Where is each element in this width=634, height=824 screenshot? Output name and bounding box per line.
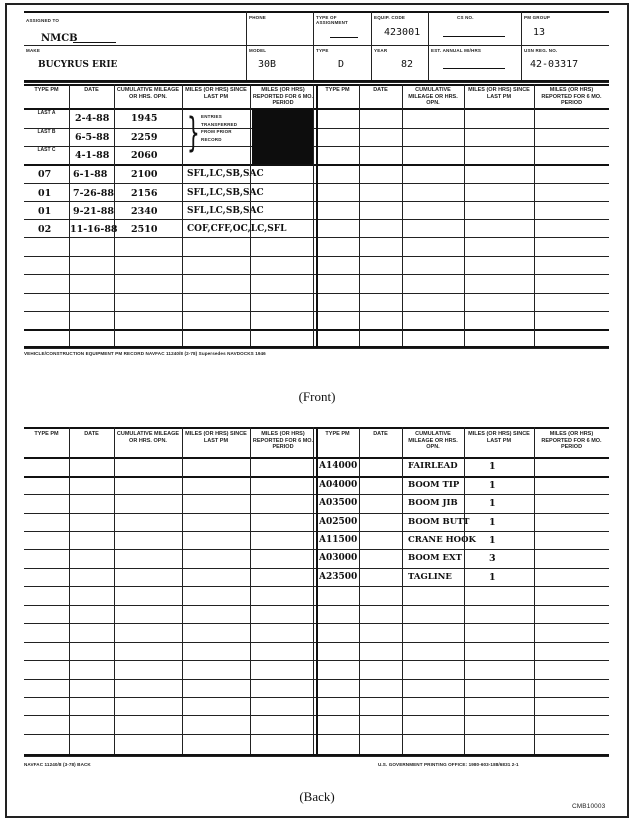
type-label: TYPE	[316, 48, 329, 53]
model-value: 30B	[258, 59, 277, 70]
usn-reg-no-value: 42-03317	[530, 59, 579, 70]
row-item: BOOM EXT	[408, 553, 462, 563]
row-item: BOOM TIP	[408, 480, 460, 490]
back-footer-right: U.S. GOVERNMENT PRINTING OFFICE: 1980-603-188/6831 2-1	[378, 762, 519, 767]
row-since-last-pm: COF,CFF,OC,LC,SFL	[187, 224, 287, 234]
prior-record-note: ENTRIES TRANSFERRED FROM PRIOR RECORD	[201, 114, 238, 142]
back-col-header-4: MILES (OR HRS) REPORTED FOR 6 MO. PERIOD	[252, 431, 314, 450]
back-caption: (Back)	[299, 789, 335, 804]
back-col-header-3: MILES (OR HRS) SINCE LAST PM	[185, 431, 247, 444]
row-cumulative: 2510	[131, 224, 158, 235]
usn-reg-no-label: USN REG. NO.	[524, 48, 558, 53]
row-type: A03000	[319, 553, 358, 563]
equip-code-label: EQUIP. CODE	[374, 15, 406, 20]
front-col-header-5: TYPE PM	[325, 87, 350, 93]
row-since-last-pm: SFL,LC,SB,SAC	[187, 169, 264, 179]
model-label: MODEL	[249, 48, 267, 53]
equip-code-value: 423001	[384, 27, 421, 38]
row-type: A11500	[319, 535, 358, 545]
row-date: 9-21-88	[73, 206, 114, 217]
back-footer-left: NAVFAC 11240/8 (3-78) BACK	[24, 762, 91, 767]
prior-date: 2-4-88	[75, 113, 110, 124]
front-col-header-1: DATE	[84, 87, 99, 93]
back-col-header-6: DATE	[373, 431, 388, 437]
make-label: MAKE	[26, 48, 41, 53]
prior-cumulative: 2060	[131, 150, 158, 161]
est-annual-label: EST. ANNUAL MI/HRS	[431, 48, 482, 53]
brace-icon: }	[187, 110, 200, 156]
make-value: BUCYRUS ERIE	[38, 60, 118, 70]
row-since-last-pm: 1	[489, 498, 496, 509]
row-since-last-pm: 1	[489, 480, 496, 491]
type-of-assignment-label: TYPE OF ASSIGNMENT	[316, 15, 349, 25]
prior-type: LAST C	[37, 147, 56, 153]
row-since-last-pm: 3	[489, 553, 496, 564]
row-since-last-pm: 1	[489, 517, 496, 528]
front-col-header-8: MILES (OR HRS) SINCE LAST PM	[468, 87, 530, 100]
row-cumulative: 2156	[131, 188, 158, 199]
back-col-header-1: DATE	[84, 431, 99, 437]
pm-group-label: PM GROUP	[524, 15, 551, 20]
pm-group-value: 13	[533, 27, 546, 38]
row-date: 7-26-88	[73, 188, 114, 199]
cs-no-label: CS NO.	[457, 15, 474, 20]
prior-date: 6-5-88	[75, 132, 110, 143]
front-col-header-2: CUMULATIVE MILEAGE OR HRS. OPN.	[116, 87, 180, 100]
phone-label: PHONE	[249, 15, 267, 20]
row-type: A03500	[319, 498, 358, 508]
row-type: 07	[38, 169, 52, 180]
shaded-block	[252, 109, 313, 164]
back-col-header-9: MILES (OR HRS) REPORTED FOR 6 MO. PERIOD	[541, 431, 602, 450]
type-value: D	[338, 59, 345, 70]
row-date: 6-1-88	[73, 169, 108, 180]
back-col-header-7: CUMULATIVE MILEAGE OR HRS. OPN.	[408, 431, 458, 450]
row-type: A04000	[319, 480, 358, 490]
front-col-header-7: CUMULATIVE MILEAGE OR HRS. OPN.	[408, 87, 458, 106]
row-type: 01	[38, 188, 52, 199]
row-type: A02500	[319, 517, 358, 527]
back-col-header-0: TYPE PM	[34, 431, 59, 437]
row-type: 01	[38, 206, 52, 217]
front-col-header-0: TYPE PM	[34, 87, 59, 93]
front-col-header-9: MILES (OR HRS) REPORTED FOR 6 MO. PERIOD	[541, 87, 602, 106]
row-item: BOOM JIB	[408, 498, 458, 508]
prior-cumulative: 2259	[131, 132, 158, 143]
front-footer: VEHICLE/CONSTRUCTION EQUIPMENT PM RECORD NAVFAC 11240/8 (2-78) Supersedes NAVDOCKS 1946	[24, 351, 266, 356]
prior-date: 4-1-88	[75, 150, 110, 161]
year-label: YEAR	[374, 48, 388, 53]
row-since-last-pm: 1	[489, 572, 496, 583]
front-caption: (Front)	[298, 389, 336, 404]
row-cumulative: 2340	[131, 206, 158, 217]
row-since-last-pm: 1	[489, 535, 496, 546]
back-col-header-2: CUMULATIVE MILEAGE OR HRS. OPN.	[116, 431, 180, 444]
figure-id: CMB10003	[572, 803, 606, 810]
row-date: 11-16-88	[70, 224, 118, 235]
row-type: A14000	[319, 461, 358, 471]
row-item: BOOM BUTT	[408, 517, 470, 527]
row-since-last-pm: 1	[489, 461, 496, 472]
back-col-header-5: TYPE PM	[325, 431, 350, 437]
row-type: 02	[38, 224, 52, 235]
year-value: 82	[401, 59, 414, 70]
assigned-to-value: NMCB	[41, 33, 78, 44]
prior-cumulative: 1945	[131, 113, 158, 124]
front-col-header-4: MILES (OR HRS) REPORTED FOR 6 MO. PERIOD	[252, 87, 314, 106]
prior-type: LAST B	[37, 129, 56, 135]
row-cumulative: 2100	[131, 169, 158, 180]
front-col-header-6: DATE	[373, 87, 388, 93]
row-type: A23500	[319, 572, 358, 582]
row-item: FAIRLEAD	[408, 461, 458, 471]
front-col-header-3: MILES (OR HRS) SINCE LAST PM	[185, 87, 247, 100]
row-item: TAGLINE	[408, 572, 452, 582]
row-since-last-pm: SFL,LC,SB,SAC	[187, 188, 264, 198]
assigned-to-label: ASSIGNED TO	[26, 18, 60, 23]
prior-type: LAST A	[37, 110, 56, 116]
row-since-last-pm: SFL,LC,SB,SAC	[187, 206, 264, 216]
row-item: CRANE HOOK	[408, 535, 476, 545]
back-col-header-8: MILES (OR HRS) SINCE LAST PM	[468, 431, 530, 444]
